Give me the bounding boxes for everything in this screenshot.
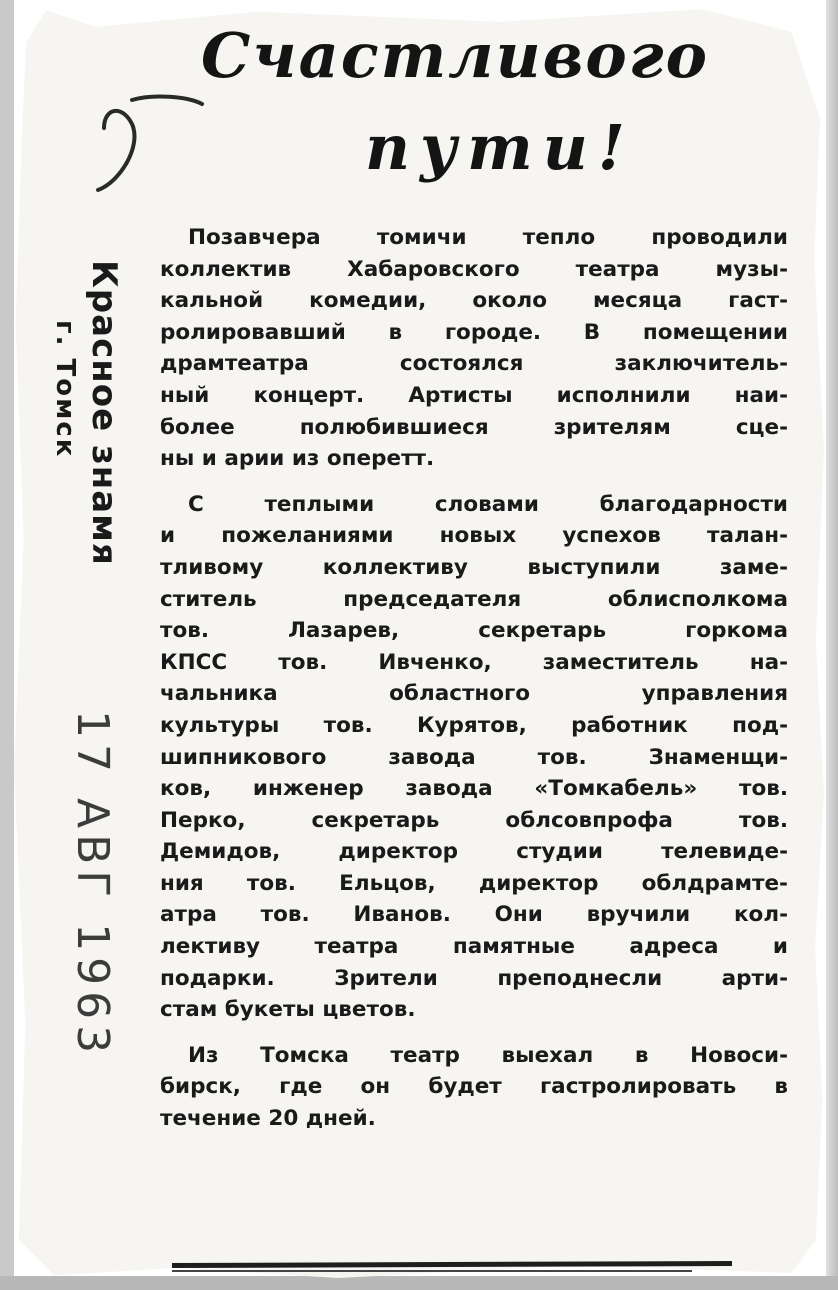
stamp-newspaper-name: Красное знамя — [84, 260, 124, 566]
article-paragraph-1 — [160, 222, 788, 475]
article-line: подарки. Зрители преподнесли арти- — [160, 965, 788, 991]
article-line: культуры тов. Курятов, работник под- — [160, 712, 788, 738]
article-line: чальника областного управления — [160, 681, 788, 707]
article-line: течение 20 дней. — [160, 1106, 376, 1132]
article-line: лективу театра памятные адреса и — [160, 934, 788, 960]
headline-line-2: пути! — [364, 111, 636, 184]
background-bottom-edge — [0, 1276, 838, 1290]
article-line: ков, инженер завода «Томкабель» тов. — [160, 776, 788, 802]
article-line: Демидов, директор студии телевиде- — [160, 839, 788, 865]
article-line: кальной комедии, около месяца гаст- — [160, 288, 788, 314]
article-line: шипникового завода тов. Знаменщи- — [160, 744, 788, 770]
article-body — [160, 222, 788, 1149]
article-line: атра тов. Иванов. Они вручили кол- — [160, 902, 788, 928]
article-line: ны и арии из оперетт. — [160, 446, 435, 472]
article-line: и пожеланиями новых успехов талан- — [160, 523, 788, 549]
article-line: Позавчера томичи тепло проводили — [188, 225, 788, 250]
article-line: Перко, секретарь облсовпрофа тов. — [160, 807, 788, 833]
article-headline — [150, 10, 830, 194]
article-line: ститель председателя облисполкома — [160, 586, 788, 612]
headline-line-1: Счастливого — [201, 19, 709, 92]
clipping-stamp — [40, 260, 136, 1100]
background-left-edge — [0, 0, 14, 1290]
article-line: драмтеатра состоялся заключитель- — [160, 351, 788, 377]
article-line: тливому коллективу выступили заме- — [160, 554, 788, 580]
bottom-rule-thin — [172, 1270, 692, 1272]
article-line: ный концерт. Артисты исполнили наи- — [160, 382, 788, 408]
article-line: С теплыми словами благодарности — [188, 491, 788, 517]
article-line: тов. Лазарев, секретарь горкома — [160, 618, 788, 644]
article-line: более полюбившиеся зрителям сце- — [160, 414, 788, 440]
article-line: стам букеты цветов. — [160, 997, 416, 1023]
article-line: бирск, где он будет гастролировать в — [160, 1074, 788, 1100]
article-line: Из Томска театр выехал в Новоси- — [188, 1042, 788, 1068]
stamp-city: г. Томск — [50, 320, 80, 459]
article-line: ролировавший в городе. В помещении — [160, 319, 788, 345]
stamp-date: 17 АВГ 1963 — [67, 710, 118, 1060]
article-paragraph-3 — [160, 1040, 788, 1135]
article-line: КПСС тов. Ивченко, заместитель на- — [160, 649, 788, 675]
article-line: ния тов. Ельцов, директор облдрамте- — [160, 870, 788, 896]
article-paragraph-2 — [160, 489, 788, 1026]
article-line: коллектив Хабаровского театра музы- — [160, 256, 788, 282]
